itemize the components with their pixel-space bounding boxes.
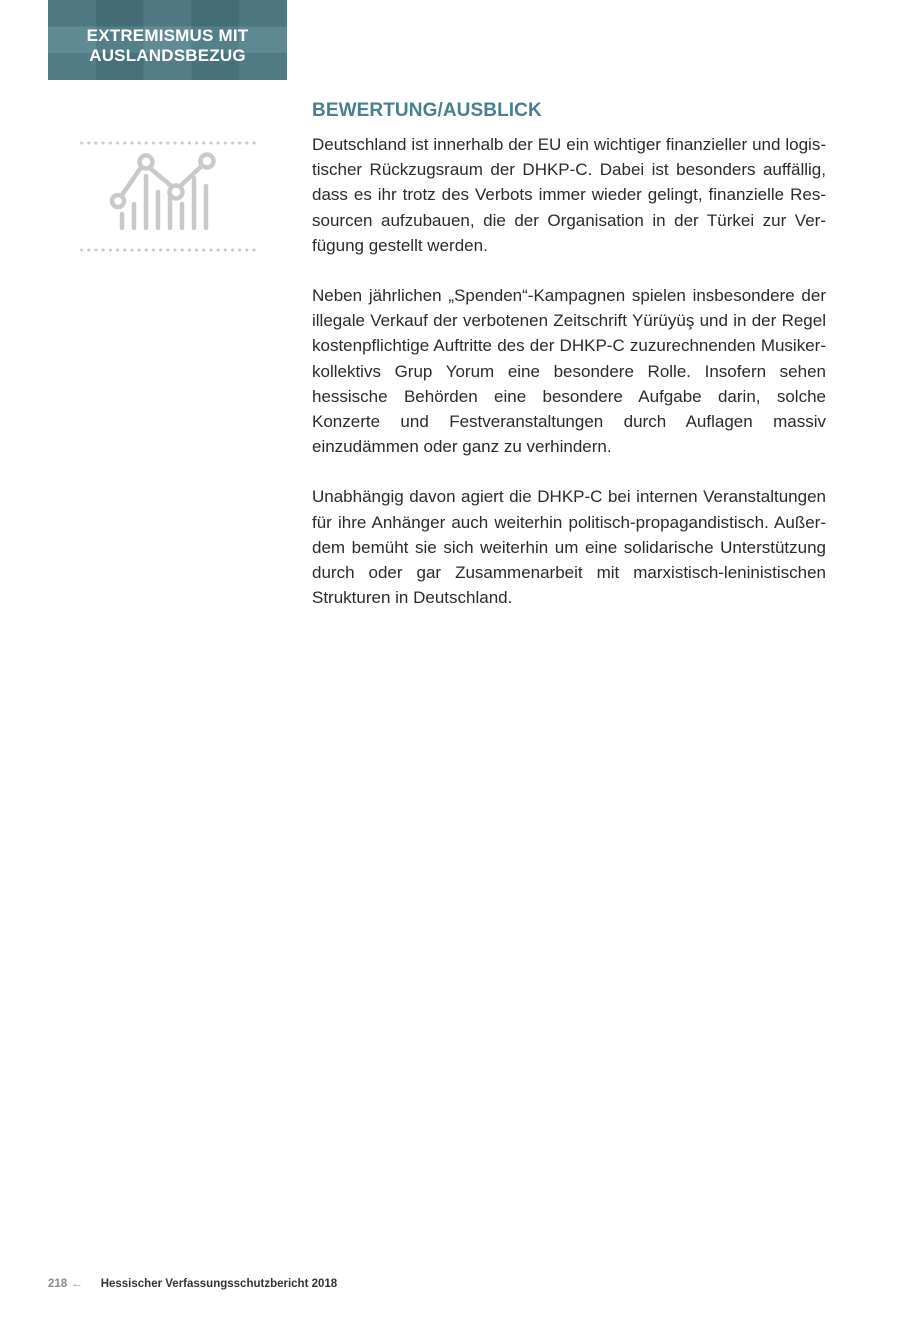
page-number: 218 xyxy=(48,1278,68,1290)
arrow-left-icon: ← xyxy=(71,1278,83,1290)
sidebar-icon-box xyxy=(78,138,258,254)
dotted-divider-top xyxy=(78,141,258,145)
section-tab xyxy=(48,0,287,80)
page-footer xyxy=(48,1278,337,1290)
paragraph: Unabhängig davon agiert die DHKP-C bei internen Veranstaltungen für ihre Anhänger auch weiterhin politisch-propagandistisch. Außerdem bemüht sie sich weiterhin um eine solidarische Unterstützung durch oder gar Zusammenarbeit mit marxistisch-leninistischen Strukturen in Deutschland. xyxy=(312,487,826,608)
main-content xyxy=(312,100,826,635)
paragraph: Deutschland ist innerhalb der EU ein wichtiger finanzieller und logistischer Rückzugsraum der DHKP-C. Dabei ist besonders auffällig, dass es ihr trotz des Verbots immer wieder gelingt, finanzielle Ressourcen aufzubauen, die der Organisation in der Türkei zur Verfügung gestellt werden. xyxy=(312,135,826,255)
section-heading: BEWERTUNG/AUSBLICK xyxy=(312,100,542,121)
publication-title: Hessischer Verfassungsschutzbericht 2018 xyxy=(100,1278,338,1290)
paragraph: Neben jährlichen „Spenden“-Kampagnen spielen insbesondere der illegale Verkauf der verbotenen Zeitschrift Yürüyüş und in der Regel kostenpflichtige Auftritte des der DHKP-C zuzurechnenden Musikerkollektivs Grup Yorum eine besondere Rolle. Insofern sehen hessische Behörden eine besondere Aufgabe darin, solche Konzerte und Festveranstaltungen durch Auflagen massiv einzudämmen oder ganz zu verhindern. xyxy=(312,286,826,457)
dotted-divider-bottom xyxy=(78,248,258,252)
chart-trend-icon xyxy=(108,152,220,236)
section-tab-label: EXTREMISMUS MIT AUSLANDSBEZUG xyxy=(86,26,249,65)
